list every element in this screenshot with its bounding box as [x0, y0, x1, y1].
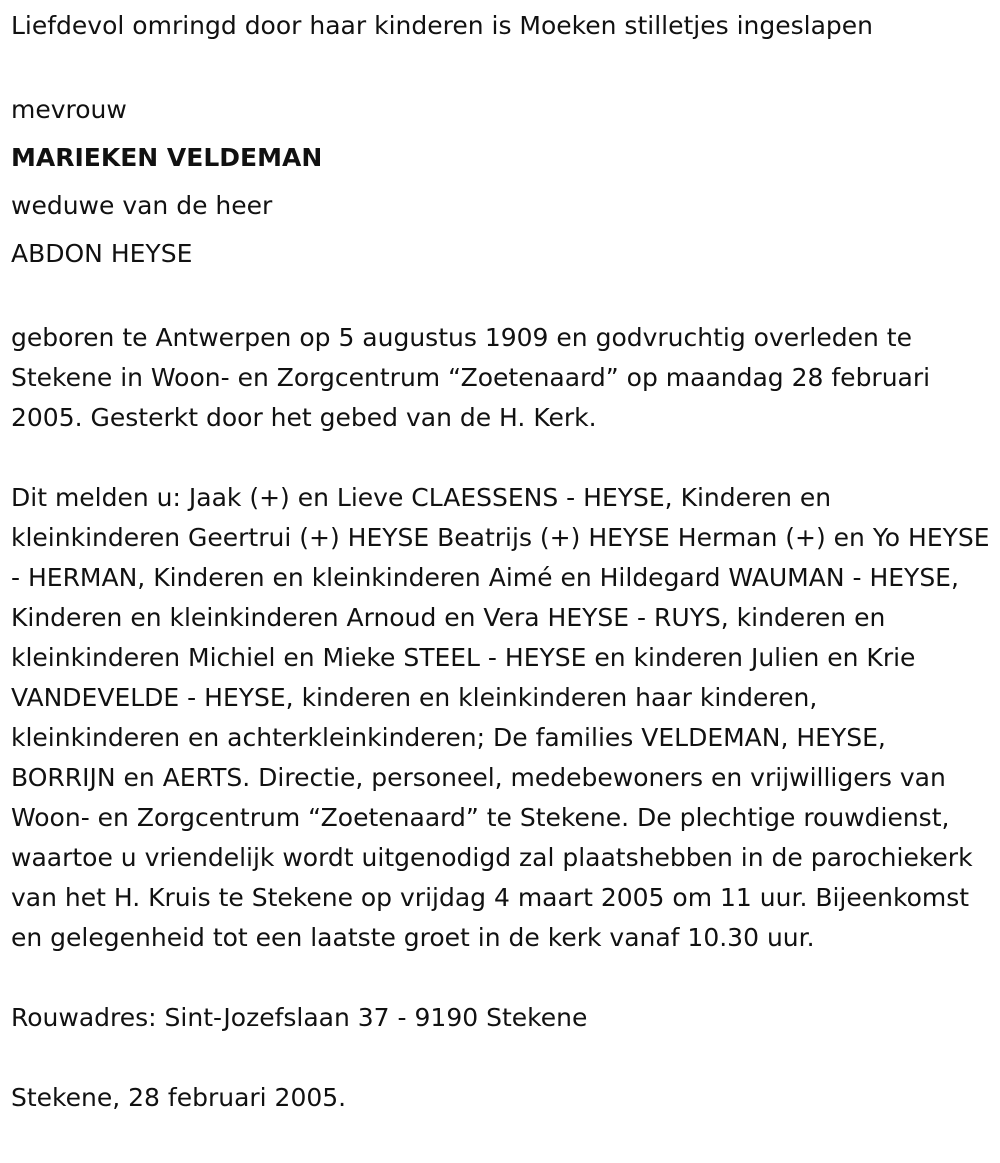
spacer	[11, 278, 991, 318]
obituary-notice	[11, 6, 991, 1118]
spouse-name: ABDON HEYSE	[11, 239, 193, 268]
mourning-address: Rouwadres: Sint-Jozefslaan 37 - 9190 Stekene	[11, 1003, 588, 1032]
spacer	[11, 46, 991, 86]
honorific: mevrouw	[11, 95, 127, 124]
spacer	[11, 958, 991, 998]
birth-death-paragraph: geboren te Antwerpen op 5 augustus 1909 en godvruchtig overleden te Stekene in Woon- en Zorgcentrum “Zoetenaard” op maandag 28 februari 2005. Gesterkt door het gebed van de H. Kerk.	[11, 323, 931, 432]
deceased-name: MARIEKEN VELDEMAN	[11, 143, 323, 172]
spacer	[11, 438, 991, 478]
place-date: Stekene, 28 februari 2005.	[11, 1083, 347, 1112]
announcement-paragraph: Dit melden u: Jaak (+) en Lieve CLAESSENS - HEYSE, Kinderen en kleinkinderen Geertrui (+) HEYSE Beatrijs (+) HEYSE Herman (+) en Yo HEYSE - HERMAN, Kinderen en kleinkinderen Aimé en Hildegard WAUMAN - HEYSE, Kinderen en kleinkinderen Arnoud en Vera HEYSE - RUYS, kinderen en kleinkinderen Michiel en Mieke STEEL - HEYSE en kinderen Julien en Krie VANDEVELDE - HEYSE, kinderen en kleinkinderen haar kinderen, kleinkinderen en achterkleinkinderen; De families VELDEMAN, HEYSE, BORRIJN en AERTS. Directie, personeel, medebewoners en vrijwilligers van Woon- en Zorgcentrum “Zoetenaard” te Stekene. De plechtige rouwdienst, waartoe u vriendelijk wordt uitgenodigd zal plaatshebben in de parochiekerk van het H. Kruis te Stekene op vrijdag 4 maart 2005 om 11 uur. Bijeenkomst en gelegenheid tot een laatste groet in de kerk vanaf 10.30 uur.	[11, 483, 990, 952]
relation-text: weduwe van de heer	[11, 191, 273, 220]
spacer	[11, 1038, 991, 1078]
intro-text: Liefdevol omringd door haar kinderen is Moeken stilletjes ingeslapen	[11, 11, 873, 40]
